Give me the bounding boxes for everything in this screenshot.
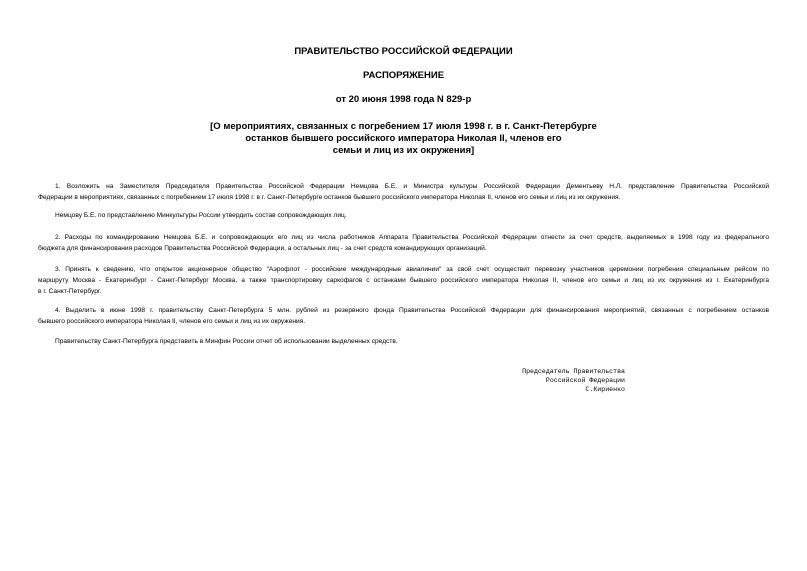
paragraph-2 (38, 232, 769, 254)
paragraph-3 (38, 264, 769, 297)
paragraph-line: бывшего российского императора Николая II, членов его семьи и лиц из их окружения. (38, 318, 306, 325)
issuer-heading: ПРАВИТЕЛЬСТВО РОССИЙСКОЙ ФЕДЕРАЦИИ (294, 46, 513, 57)
paragraph-1-continued (38, 210, 769, 221)
paragraph-line: Немцову Б.Е. по представлению Минкультуры России утвердить состав сопровождающих лиц. (55, 212, 347, 219)
paragraph-line: 2. Расходы по командированию Немцова Б.Е. и сопровождающих его лиц из числа работников Аппарата Правительства Российской Федерации отнести за счет средств, выделяемых в 1998 году из федерального (55, 234, 769, 241)
subject-line: останков бывшего российского императора Николая II, членов его (245, 133, 562, 144)
paragraph-4 (38, 305, 769, 327)
paragraph-4-continued (38, 336, 769, 347)
paragraph-1 (38, 181, 769, 203)
paragraph-line: Правительству Санкт-Петербурга представить в Минфин России отчет об использовании выделенных средств. (55, 338, 398, 345)
document-subject (0, 121, 807, 157)
document-type-heading: РАСПОРЯЖЕНИЕ (362, 70, 445, 81)
paragraph-line: Федерации в мероприятиях, связанных с погребением 17 июля 1998 г. в г. Санкт-Петербурге останков бывшего российского императора Николая II, членов его семьи и лиц из их окружения. (38, 194, 621, 201)
date-number-heading: от 20 июня 1998 года N 829-р (335, 94, 472, 105)
paragraph-line: 4. Выделить в июне 1998 г. правительству Санкт-Петербурга 5 млн. рублей из резервного фонда Правительства Российской Федерации для финансирования мероприятий, связанных с погребением останков (55, 307, 769, 314)
paragraph-line: бюджета для финансирования расходов Правительства Российской Федерации, а остальных лиц - за счет средств командирующих организаций. (38, 245, 487, 252)
paragraph-line: 1. Возложить на Заместителя Председателя Правительства Российской Федерации Немцова Б.Е. и Министра культуры Российской Федерации Дементьеву Н.Л. представление Правительства Российской (55, 183, 769, 190)
subject-line: [О мероприятиях, связанных с погребением 17 июля 1998 г. в г. Санкт-Петербурге (210, 121, 597, 132)
signature-block (522, 367, 625, 394)
paragraph-line: 3. Принять к сведению, что открытое акционерное общество "Аэрофлот - российские международные авиалинии" за свой счет осуществит перевозку участников церемонии погребения специальным рейсом по (55, 266, 769, 273)
subject-line: семьи и лиц из их окружения] (332, 145, 475, 156)
signatory-title: Председатель Правительства (522, 368, 625, 375)
signatory-name: С.Кириенко (585, 386, 625, 393)
signatory-organization: Российской Федерации (545, 377, 625, 384)
paragraph-line: в г. Санкт-Петербург. (38, 288, 102, 295)
paragraph-line: маршруту Москва - Екатеринбург - Санкт-Петербург Москва, а также транспортировку саркофагов с останками бывшего российского императора Николая II, членов его семьи и лиц из их окружения из г. Екатеринбурга (38, 277, 769, 284)
